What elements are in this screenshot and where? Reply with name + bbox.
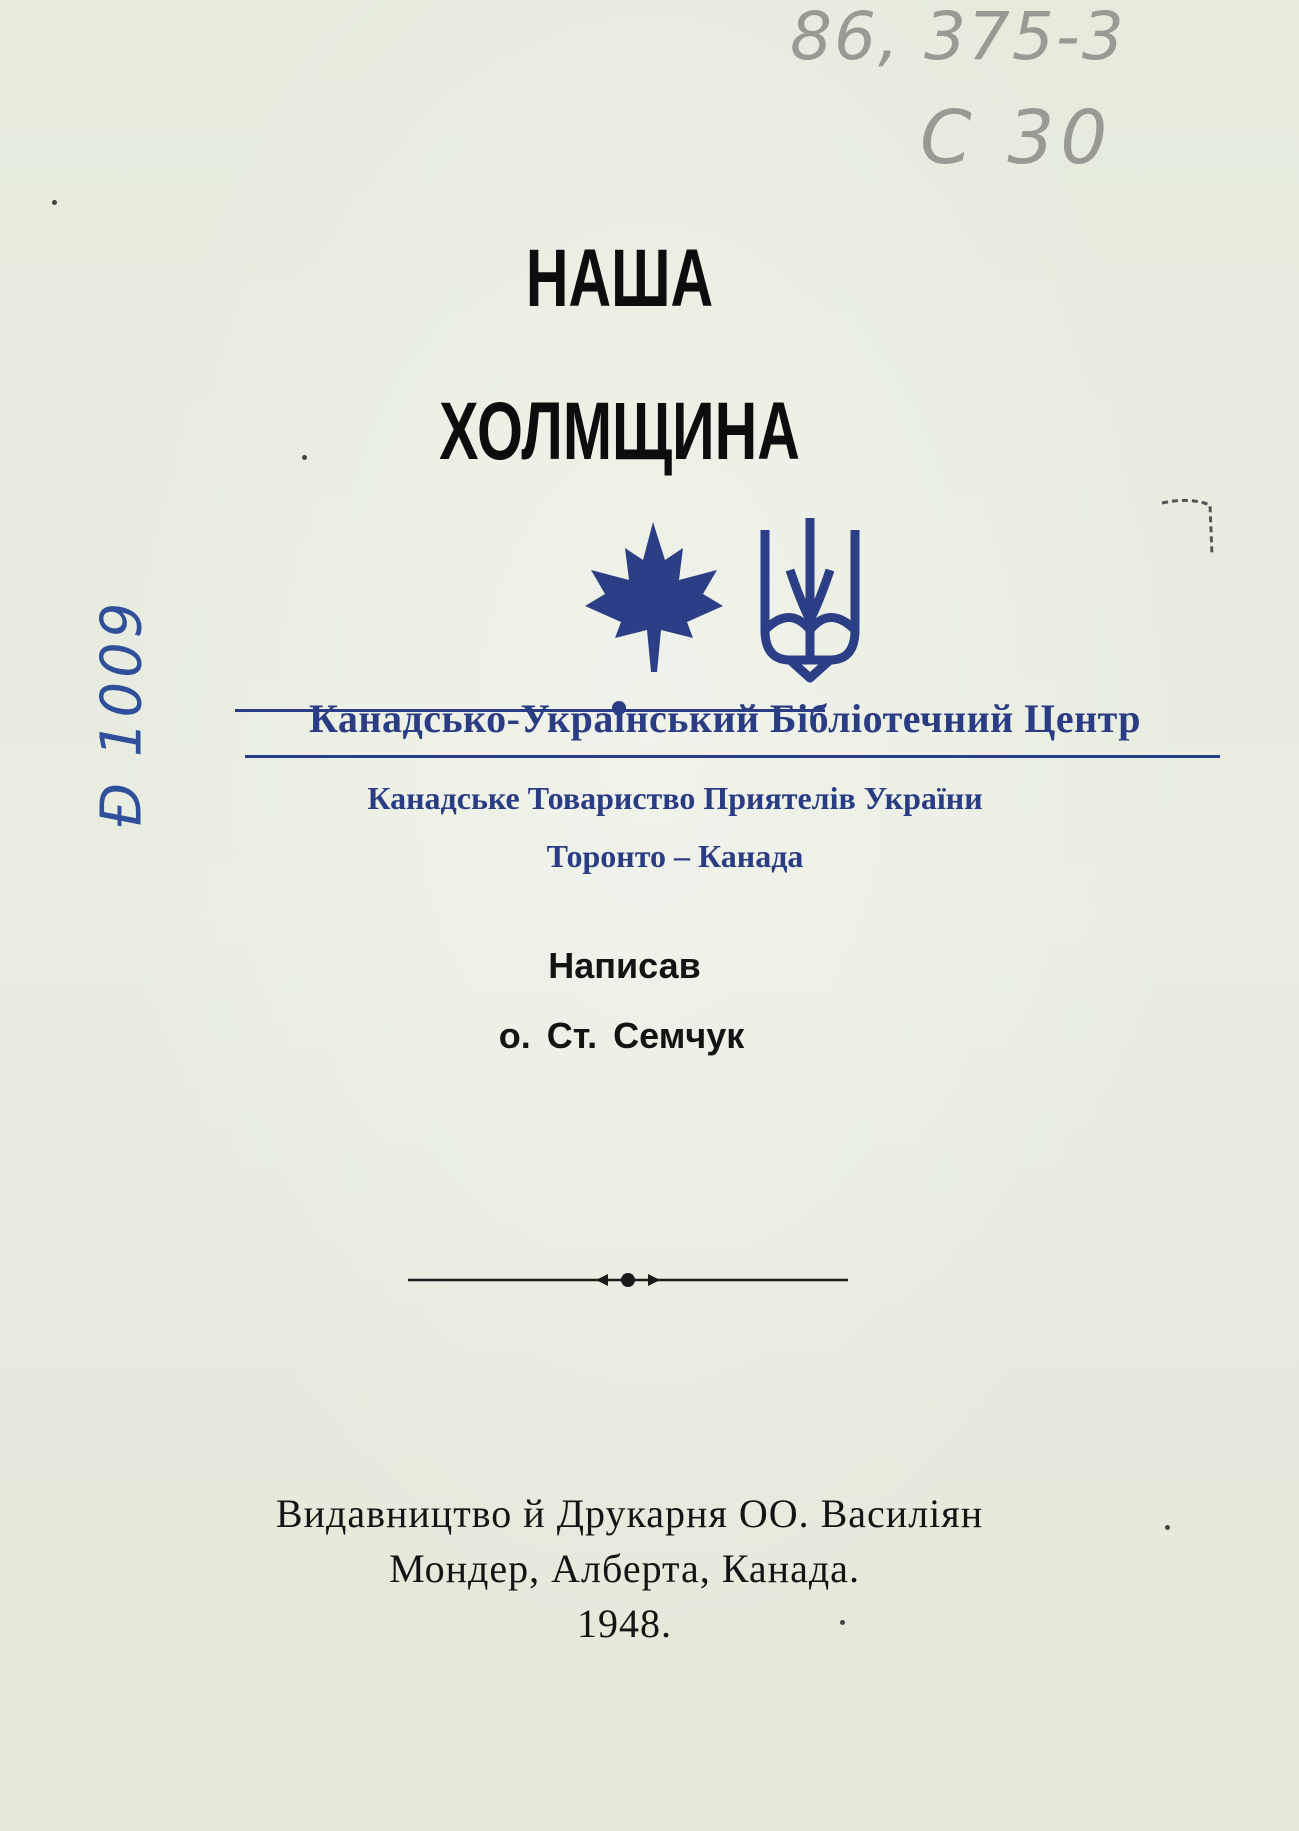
pencil-corner-mark (1160, 495, 1220, 565)
paper-speck (1165, 1525, 1170, 1530)
byline-label: Написав (548, 945, 701, 986)
paper-speck (302, 455, 307, 460)
publication-year: 1948. (577, 1601, 672, 1646)
library-stamp (225, 500, 1225, 920)
stamp-rule (245, 755, 1220, 758)
stamp-society-name: Канадське Товариство Приятелів України (367, 780, 983, 816)
publisher-place: Мондер, Алберта, Канада. (389, 1546, 860, 1591)
handwritten-inventory-number: Ð 1009 (89, 598, 155, 827)
handwritten-call-number: 86, 375-3 (790, 0, 1126, 75)
publisher-name: Видавництво й Друкарня ОО. Василіян (275, 1491, 984, 1536)
book-title-line-2: ХОЛМЩИНА (439, 386, 800, 477)
paper-speck (840, 1620, 845, 1625)
stamp-emblems (585, 510, 885, 690)
ornamental-divider (408, 1265, 848, 1295)
handwritten-shelf-mark: C 30 (920, 95, 1114, 181)
paper-speck (52, 200, 57, 205)
book-title-line-1: НАША (525, 233, 714, 324)
stamp-location: Торонто – Канада (546, 838, 804, 874)
maple-leaf-icon (585, 522, 723, 672)
trident-icon (765, 518, 855, 678)
byline-author: о. Ст. Семчук (498, 1015, 745, 1056)
stamp-library-name: Канадсько-Український Бібліотечний Центр (308, 696, 1142, 741)
